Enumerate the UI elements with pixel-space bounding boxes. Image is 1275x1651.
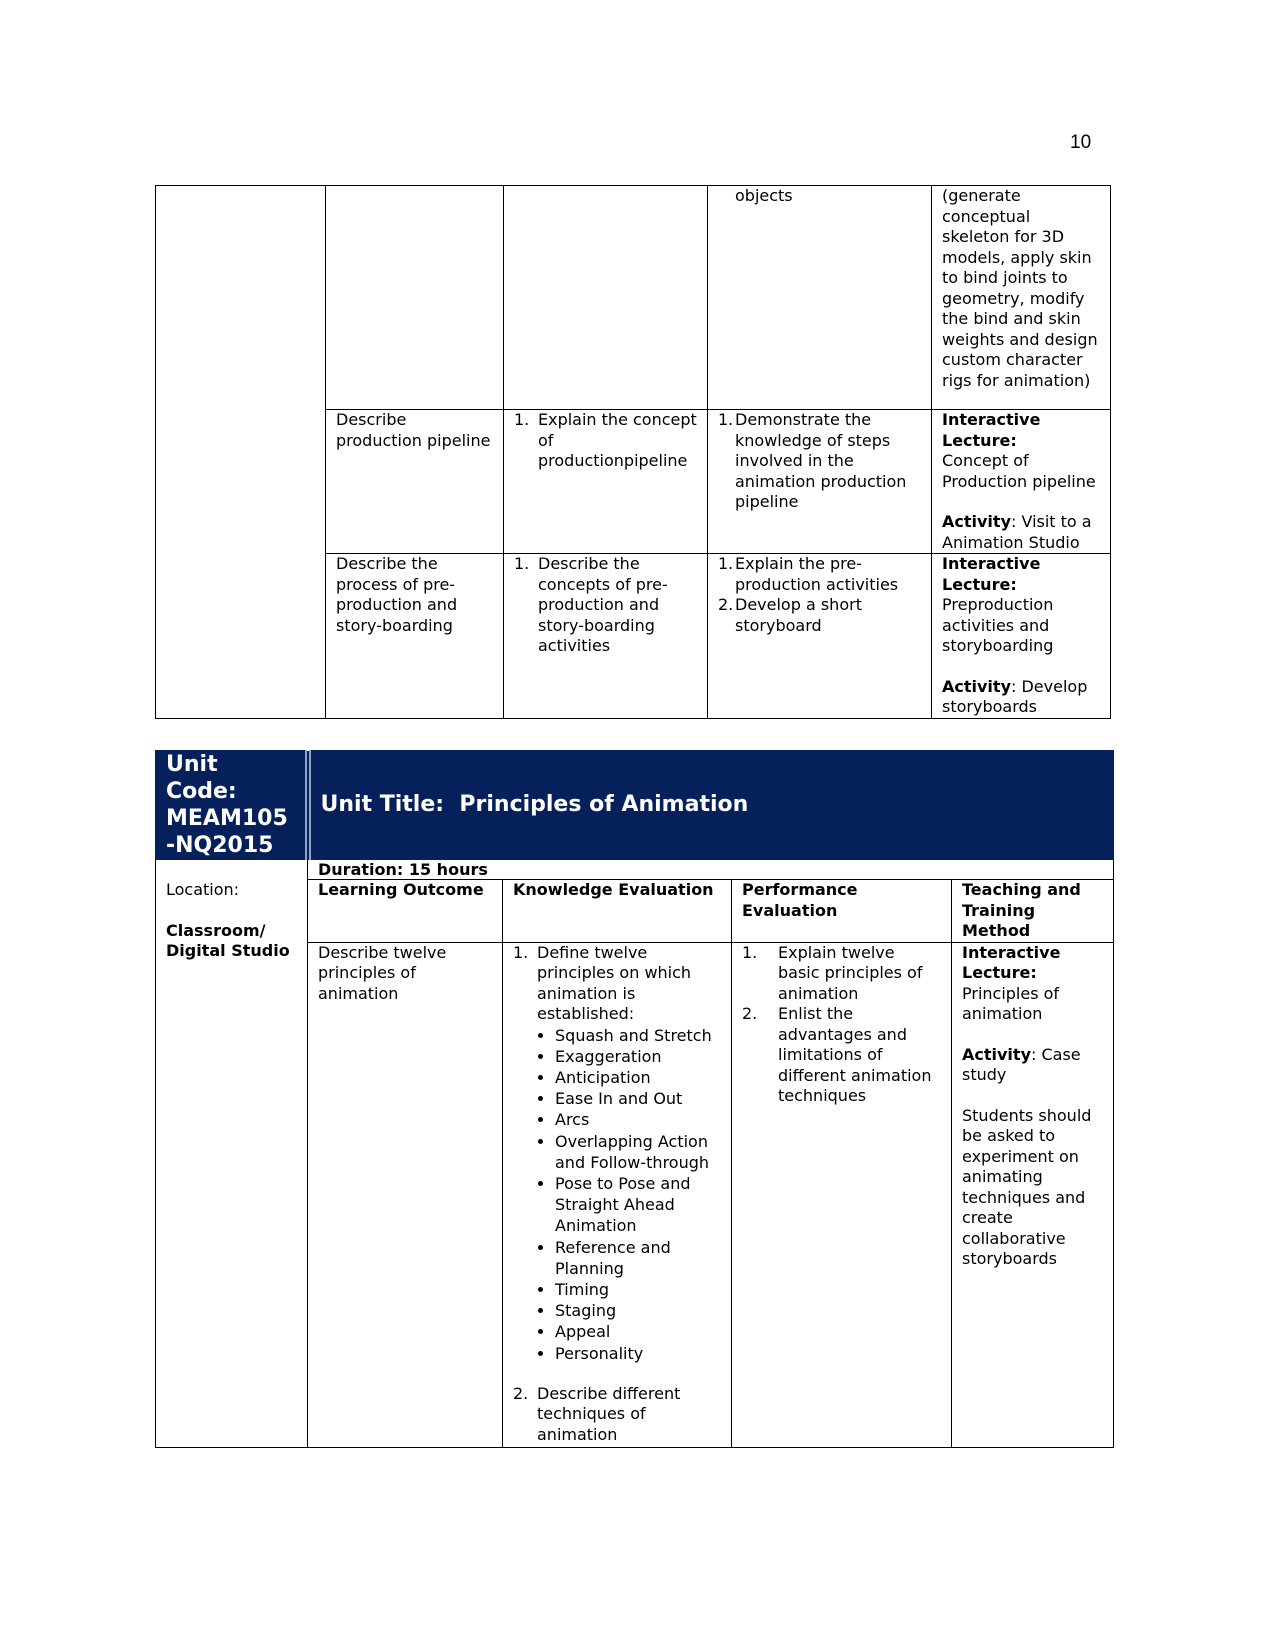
teaching-text: Preproduction activities and storyboarding [942,595,1054,655]
activity-label: Activity [962,1044,1031,1064]
list-item: • Squash and Stretch [555,1025,721,1046]
list-number: 2. [742,1004,758,1023]
performance-text: Explain the pre-production activities [735,554,899,594]
teaching-cell [932,554,1111,719]
unit-title: Unit Title: Principles of Animation [320,791,749,817]
knowledge-cell [503,942,732,1447]
teaching-title: Interactive Lecture: [962,942,1061,982]
page-number: 10 [1070,132,1092,153]
list-item: • Overlapping Action and Follow-through [555,1131,721,1173]
activity-label: Activity [942,512,1011,531]
outcome-text: Describe production pipeline [336,410,491,450]
empty-cell [156,186,326,719]
header-performance-evaluation: Performance Evaluation [732,880,952,943]
list-number: 1. [718,410,734,429]
list-number: 1. [513,942,529,962]
empty-cell [326,186,504,410]
performance-cell [708,186,932,410]
list-number: 1. [514,554,530,573]
performance-cell [708,410,932,554]
teaching-note: Students should be asked to experiment on animating techniques and create collaborative storyboards [962,1105,1092,1268]
outcome-cell [326,410,504,554]
teaching-cell [932,186,1111,410]
teaching-title: Interactive Lecture: [942,554,1041,594]
knowledge-text: Describe the concepts of pre-production and story-boarding activities [538,554,668,655]
knowledge-text: Define twelve principles on which animation is established: [537,942,692,1023]
performance-text: objects [735,186,793,205]
performance-text: Develop a short storyboard [735,595,862,635]
list-number: 1. [742,942,758,962]
list-item: • Reference and Planning [555,1237,721,1279]
activity-label: Activity [942,676,1011,696]
list-item: • Staging [555,1300,721,1321]
header-learning-outcome: Learning Outcome [308,880,503,943]
list-number: 2. [513,1383,529,1403]
duration-row [156,860,1114,880]
location-cell [156,860,308,1448]
list-number: 1. [514,410,530,429]
unit-code-value: MEAM105-NQ2015 [166,806,288,858]
performance-text: Enlist the advantages and limitations of different animation techniques [778,1004,932,1105]
performance-cell [732,942,952,1447]
header-knowledge-evaluation: Knowledge Evaluation [503,880,732,943]
knowledge-cell [504,410,708,554]
unit-title-cell [308,751,1114,860]
list-item: • Pose to Pose and Straight Ahead Animation [555,1173,721,1237]
table-row [156,186,1111,410]
performance-text: Explain twelve basic principles of animation [778,942,923,1003]
list-item: • Exaggeration [555,1046,721,1067]
location-label: Location: [166,880,240,899]
unit-code-cell [156,751,308,860]
unit-code-label: Unit Code: [166,752,237,804]
performance-text: Demonstrate the knowledge of steps involved in the animation production pipeline [735,410,907,511]
principles-list [513,1025,721,1364]
teaching-text: Principles of animation [962,983,1060,1023]
activity-text: : Case study [962,1044,1081,1084]
list-item: • Ease In and Out [555,1088,721,1109]
header-teaching-method: Teaching and Training Method [952,880,1114,943]
activity-text: : Develop storyboards [942,676,1088,716]
list-number: 2. [718,595,734,614]
outcome-text: Describe twelve principles of animation [318,942,447,1003]
knowledge-text: Describe different techniques of animation [537,1383,681,1444]
performance-cell [708,554,932,719]
knowledge-text: Explain the concept of productionpipeline [538,410,697,470]
outcome-cell [308,942,503,1447]
teaching-cell [952,942,1114,1447]
list-item: • Timing [555,1279,721,1300]
empty-cell [504,186,708,410]
list-number: 1. [718,554,734,573]
list-item: • Personality [555,1343,721,1364]
outcome-text: Describe the process of pre-production and story-boarding [336,554,458,635]
teaching-text: (generate conceptual skeleton for 3D models, apply skin to bind joints to geometry, modify the bind and skin weights and design custom character rigs for animation) [942,186,1098,390]
knowledge-cell [504,554,708,719]
teaching-text: Concept of Production pipeline [942,451,1096,491]
activity-text: : Visit to a Animation Studio [942,512,1092,552]
list-item: • Anticipation [555,1067,721,1088]
duration-text: Duration: 15 hours [318,860,488,879]
outcome-cell [326,554,504,719]
teaching-cell [932,410,1111,554]
continuation-table [155,185,1111,719]
unit-table [155,750,1114,1448]
location-value: Classroom/ Digital Studio [166,920,290,960]
list-item: • Appeal [555,1321,721,1342]
teaching-title: Interactive Lecture: [942,410,1041,450]
list-item: • Arcs [555,1109,721,1130]
duration-cell [308,860,1114,880]
unit-header-row [156,751,1114,860]
